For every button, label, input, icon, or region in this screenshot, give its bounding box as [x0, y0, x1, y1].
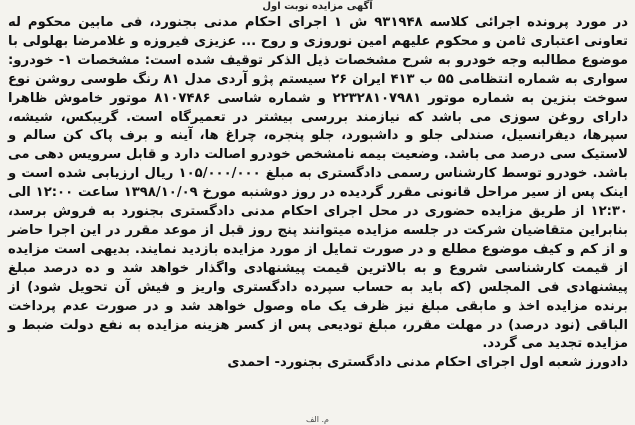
notice-title: آگهی مزایده نوبت اول	[262, 1, 373, 12]
notice-paragraph: در مورد پرونده اجرائی کلاسه ۹۳۱۹۴۸ ش ۱ اجرای احکام مدنی بجنورد، فی مابین محکوم له تعاونی اعتباری ثامن و محکوم علیهم امین نوروزی و روح ... عزیزی فیروزه و غلامرضا بهلولی با موضوع مطالبه وجه خودرو به شرح مشخصات ذیل الذکر توقیف شده است: مشخصات ۱- خودرو: سواری به شماره انتظامی ۵۵ ب ۴۱۳ ایران ۲۶ سیستم پژو آردی مدل ۸۱ رنگ طوسی روشن نوع سوخت بنزین به شماره موتور ۲۲۳۲۸۱۰۷۹۸۱ و شماره شاسی ۸۱۰۷۴۸۶ موتور خاموش ظاهرا دارای روغن سوزی می باشد که نیازمند بررسی بیشتر در تعمیرگاه است. گریبکس، شیشه، سپرها، دیفرانسیل، صندلی جلو و داشبورد، جلو پنجره، چراغ ها، آینه و برف پاک کن سالم و لاستیک سی درصد می باشد. وضعیت بیمه نامشخص خودرو اصالت دارد و قابل سرویس دهی می باشد. خودرو توسط کارشناس رسمی دادگستری به مبلغ ۱۰۵/۰۰۰/۰۰۰ ریال ارزیابی شده است و اینک پس از سیر مراحل قانونی مقرر گردیده در روز دوشنبه مورخ ۱۳۹۸/۱۰/۰۹ ساعت ۱۲:۰۰ الی ۱۲:۳۰ از طریق مزایده حضوری در محل اجرای احکام مدنی دادگستری بجنورد به فروش برسد، بنابراین متقاضیان شرکت در جلسه مزایده میتوانند پنج روز قبل از موعد مقرر در این اجرا حاضر و از کم و کیف موضوع مطلع و در صورت تمایل از مورد مزایده بازدید نمایند. بدیهی است مزایده از قیمت کارشناسی شروع و به بالاترین قیمت پیشنهادی واگذار خواهد شد و ده درصد مبلغ پیشنهادی فی المجلس (که باید به حساب سپرده دادگستری واریز و فیش آن تحویل شود) از برنده مزایده اخذ و مابقی مبلغ نیز ظرف یک ماه وصول خواهد شد و در صورت عدم پرداخت الباقی (نود درصد) در مهلت مقرر، مبلغ تودیعی پس از کسر هزینه مزایده به نفع دولت ضبط و مزایده تجدید می گردد.	[8, 15, 629, 352]
notice-signature: دادورز شعبه اول اجرای احکام مدنی دادگستری بجنورد- احمدی	[227, 355, 628, 371]
notice-footer: م. الف	[306, 415, 329, 424]
notice-body	[8, 14, 628, 373]
